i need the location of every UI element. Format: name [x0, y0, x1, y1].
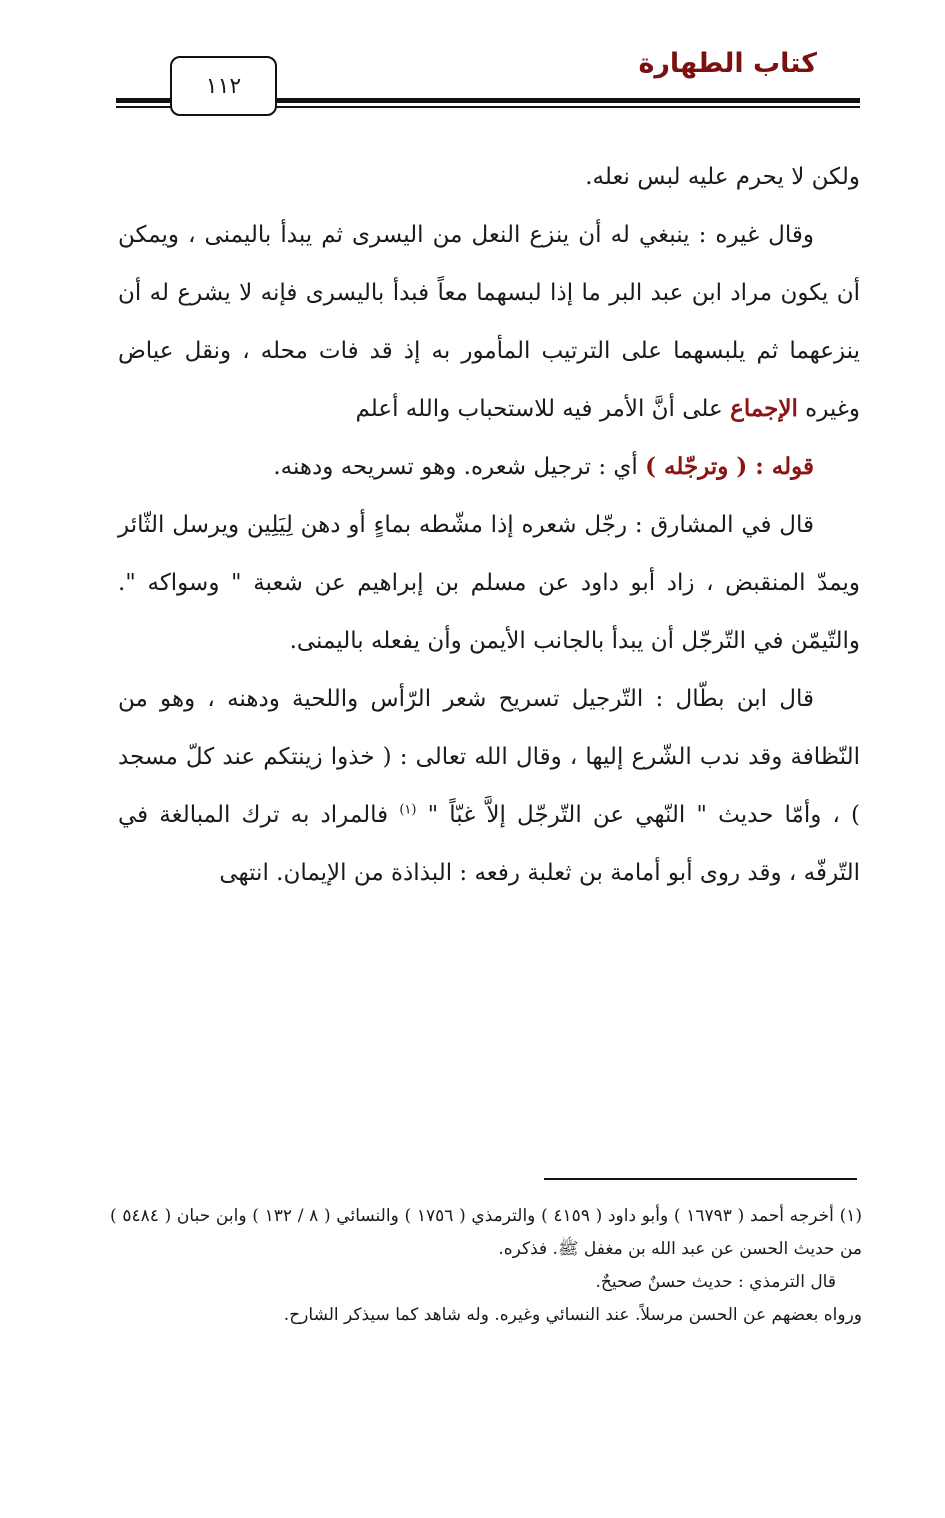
- paragraph-5-text: قال ابن بطّال : التّرجيل تسريح شعر الرّأس واللحية ودهنه ، وهو من النّظافة وقد ندب الشّرع إليها ، وقال الله تعالى : ( خذوا زينتكم عند كلّ مسجد ) ، وأمّا حديث " النّهي عن التّرجّل إلاَّ غبّاً ": [118, 686, 861, 828]
- main-text: [118, 148, 860, 902]
- paragraph-2: [118, 206, 860, 438]
- footnote-ref[interactable]: (١): [399, 802, 417, 818]
- paragraph-3-text: أي : ترجيل شعره. وهو تسريحه ودهنه.: [273, 454, 638, 480]
- paragraph-3: [118, 438, 860, 496]
- commentary-label: قوله : ( وترجّله ): [645, 453, 814, 480]
- paragraph-1: ولكن لا يحرم عليه لبس نعله.: [585, 164, 860, 190]
- page-number-box: [170, 56, 277, 116]
- footnote-1: (١) أخرجه أحمد ( ١٦٧٩٣ ) وأبو داود ( ٤١٥٩ ) والترمذي ( ١٧٥٦ ) والنسائي ( ٨ / ١٣٢ ) وابن حبان ( ٥٤٨٤ ) من حديث الحسن عن عبد الله بن مغفل ﷺ. فذكره.: [110, 1206, 862, 1259]
- chapter-title: كتاب الطهارة: [638, 48, 817, 79]
- paragraph-2-end: على أنَّ الأمر فيه للاستحباب والله أعلم: [355, 396, 723, 422]
- paragraph-5-end: فالمراد به ترك المبالغة في التّرفّه ، وقد روى أبو أمامة بن ثعلبة رفعه : البذاذة من الإيمان. انتهى: [118, 802, 860, 886]
- paragraph-2-text: وقال غيره : ينبغي له أن ينزع النعل من اليسرى ثم يبدأ باليمنى ، ويمكن أن يكون مراد ابن عبد البر ما إذا لبسهما معاً فبدأ باليسرى فإنه لا يشرع له أن ينزعهما ثم يلبسهما على الترتيب المأمور به إذ قد فات محله ، ونقل عياض وغيره: [118, 222, 860, 422]
- paragraph-5: [118, 670, 860, 902]
- footnote-rule: [544, 1178, 857, 1180]
- footnote-2: قال الترمذي : حديث حسنٌ صحيحٌ.: [595, 1272, 836, 1292]
- footnote-3: ورواه بعضهم عن الحسن مرسلاً. عند النسائي وغيره. وله شاهد كما سيذكر الشارح.: [283, 1305, 862, 1325]
- footnotes: [110, 1200, 862, 1332]
- paragraph-4: قال في المشارق : رجّل شعره إذا مشّطه بماءٍ أو دهن لِيَلِين ويرسل الثّائر ويمدّ المنقبض ، زاد أبو داود عن مسلم بن إبراهيم عن شعبة " وسواكه ". والتّيمّن في التّرجّل أن يبدأ بالجانب الأيمن وأن يفعله باليمنى.: [118, 512, 860, 654]
- page-number: ١١٢: [205, 73, 242, 99]
- ijma-highlight: الإجماع: [730, 395, 798, 422]
